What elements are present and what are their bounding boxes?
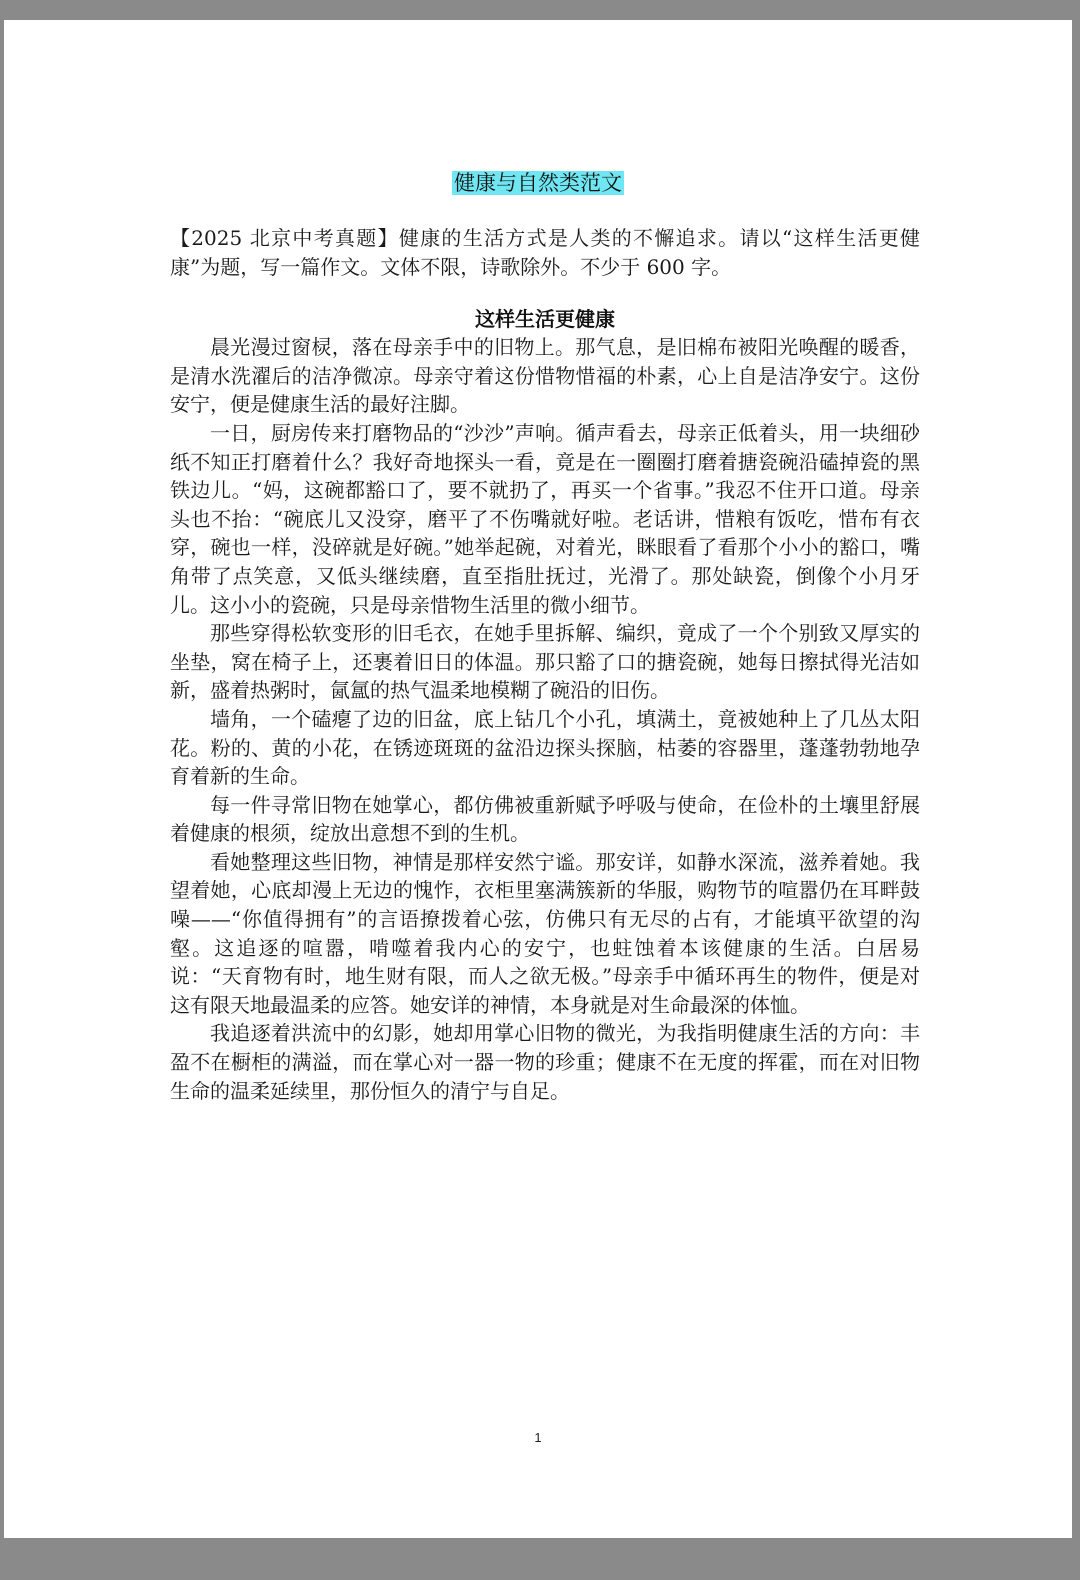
- essay-paragraph-2: 一日，厨房传来打磨物品的“沙沙”声响。循声看去，母亲正低着头，用一块细砂纸不知正打磨着什么？我好奇地探头一看，竟是在一圈圈打磨着搪瓷碗沿磕掉瓷的黑铁边儿。“妈，这碗都豁口了，要不就扔了，再买一个省事。”我忍不住开口道。母亲头也不抬：“碗底儿又没穿，磨平了不伤嘴就好啦。老话讲，惜粮有饭吃，惜布有衣穿，碗也一样，没碎就是好碗。”她举起碗，对着光，眯眼看了看那个小小的豁口，嘴角带了点笑意，又低头继续磨，直至指肚抚过，光滑了。那处缺瓷，倒像个小月牙儿。这小小的瓷碗，只是母亲惜物生活里的微小细节。: [170, 420, 920, 617]
- essay-paragraph-7: 我追逐着洪流中的幻影，她却用掌心旧物的微光，为我指明健康生活的方向：丰盈不在橱柜的满溢，而在掌心对一器一物的珍重；健康不在无度的挥霍，而在对旧物生命的温柔延续里，那份恒久的清宁与自足。: [170, 1021, 920, 1103]
- document-body: [170, 224, 920, 1105]
- essay-paragraph-4: 墙角，一个磕瘪了边的旧盆，底上钻几个小孔，填满土，竟被她种上了几丛太阳花。粉的、黄的小花，在锈迹斑斑的盆沿边探头探脑，枯萎的容器里，蓬蓬勃勃地孕育着新的生命。: [170, 706, 920, 789]
- essay-prompt: 【2025 北京中考真题】健康的生活方式是人类的不懈追求。请以“这样生活更健康”为题，写一篇作文。文体不限，诗歌除外。不少于 600 字。: [170, 226, 920, 279]
- essay-paragraph-5: 每一件寻常旧物在她掌心，都仿佛被重新赋予呼吸与使命，在俭朴的土壤里舒展着健康的根须，绽放出意想不到的生机。: [170, 792, 920, 846]
- document-heading: [4, 168, 1072, 198]
- highlighted-heading-text: 健康与自然类范文: [454, 171, 622, 195]
- essay-title: 这样生活更健康: [475, 307, 615, 332]
- essay-paragraph-6: 看她整理这些旧物，神情是那样安然宁谧。那安详，如静水深流，滋养着她。我望着她，心底却漫上无边的愧怍，衣柜里塞满簇新的华服，购物节的喧嚣仍在耳畔鼓噪——“你值得拥有”的言语撩拨着心弦，仿佛只有无尽的占有，才能填平欲望的沟壑。这追逐的喧嚣，啃噬着我内心的安宁，也蛀蚀着本该健康的生活。白居易说：“天育物有时，地生财有限，而人之欲无极。”母亲手中循环再生的物件，便是对这有限天地最温柔的应答。她安详的神情，本身就是对生命最深的体恤。: [170, 849, 920, 1017]
- essay-paragraph-3: 那些穿得松软变形的旧毛衣，在她手里拆解、编织，竟成了一个个别致又厚实的坐垫，窝在椅子上，还裹着旧日的体温。那只豁了口的搪瓷碗，她每日擦拭得光洁如新，盛着热粥时，氤氲的热气温柔地模糊了碗沿的旧伤。: [170, 621, 920, 703]
- document-page: [4, 20, 1072, 1538]
- essay-paragraph-1: 晨光漫过窗棂，落在母亲手中的旧物上。那气息，是旧棉布被阳光唤醒的暖香，是清水洗濯后的洁净微凉。母亲守着这份惜物惜福的朴素，心上自是洁净安宁。这份安宁，便是健康生活的最好注脚。: [170, 335, 920, 417]
- page-number: 1: [534, 1430, 542, 1445]
